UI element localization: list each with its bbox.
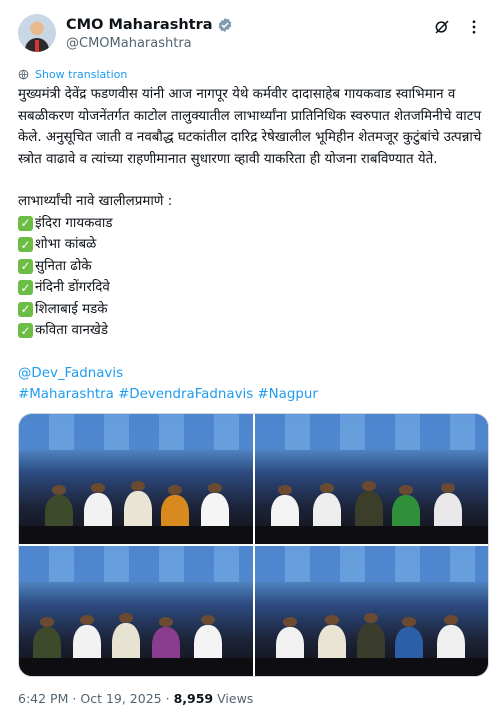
show-translation-link[interactable]: [18, 68, 127, 81]
list-item: [18, 320, 488, 342]
list-item: [18, 299, 488, 321]
tweet-text: [18, 84, 488, 406]
view-count: 8,959: [173, 691, 214, 706]
display-name[interactable]: CMO Maharashtra: [66, 17, 213, 33]
check-mark-icon: ✓: [18, 280, 33, 295]
beneficiary-name: नंदिनी डोंगरदिवे: [35, 280, 110, 295]
meta-separator: ·: [165, 691, 170, 706]
check-mark-icon: ✓: [18, 259, 33, 274]
beneficiary-name: शोभा कांबळे: [35, 237, 97, 252]
beneficiary-name: सुनिता ढोके: [35, 258, 92, 274]
beneficiary-name: इंदिरा गायकवाड: [35, 215, 113, 231]
tweet-time[interactable]: 6:42 PM: [18, 691, 69, 706]
list-item: [18, 256, 488, 278]
check-mark-icon: ✓: [18, 216, 33, 231]
list-item: [18, 213, 488, 235]
event-photo-1[interactable]: [19, 414, 253, 544]
check-mark-icon: ✓: [18, 323, 33, 338]
list-item: [18, 234, 488, 256]
verified-badge-icon: [217, 17, 233, 33]
beneficiary-list-heading: लाभार्थ्यांची नावे खालीलप्रमाणे :: [18, 194, 173, 209]
meta-separator: ·: [72, 691, 77, 706]
hashtags-link[interactable]: #Maharashtra #DevendraFadnavis #Nagpur: [18, 387, 318, 402]
more-options-icon[interactable]: [465, 18, 483, 36]
avatar[interactable]: [18, 14, 56, 52]
beneficiary-name: शिलाबाई मडके: [35, 301, 108, 317]
translate-icon: [18, 69, 29, 80]
check-mark-icon: ✓: [18, 237, 33, 252]
event-photo-4[interactable]: [255, 546, 489, 676]
header-actions: [433, 18, 483, 36]
tweet-header: [18, 14, 483, 60]
mention-link[interactable]: @Dev_Fadnavis: [18, 365, 124, 381]
media-grid: [18, 413, 489, 677]
event-photo-3[interactable]: [19, 546, 253, 676]
event-photo-2[interactable]: [255, 414, 489, 544]
tweet-date[interactable]: Oct 19, 2025: [80, 691, 162, 706]
list-item: [18, 277, 488, 299]
beneficiary-name: कविता वानखेडे: [35, 323, 109, 338]
tweet-meta: [18, 691, 253, 706]
views-label: Views: [217, 691, 254, 706]
check-mark-icon: ✓: [18, 302, 33, 317]
name-row: [66, 17, 233, 33]
show-translation-label[interactable]: Show translation: [35, 68, 128, 81]
tweet-paragraph: मुख्यमंत्री देवेंद्र फडणवीस यांनी आज नागपूर येथे कर्मवीर दादासाहेब गायकवाड स्वाभिमान व सबळीकरण योजनेंतर्गत काटोल तालुक्यातील लाभार्थ्यांना प्रातिनिधिक स्वरुपात शेतजमिनीचे वाटप केले. अनुसूचित जाती व नवबौद्ध घटकांतील दारिद्र रेषेखालील भूमिहीन शेतमजूर कुटुंबांचे उत्पन्नाचे स्त्रोत वाढावे व त्यांच्या राहणीमानात सुधारणा व्हावी याकरिता ही योजना राबविण्यात येते.: [18, 87, 482, 167]
user-handle[interactable]: @CMOMaharashtra: [66, 36, 192, 51]
grok-icon[interactable]: [433, 18, 451, 36]
